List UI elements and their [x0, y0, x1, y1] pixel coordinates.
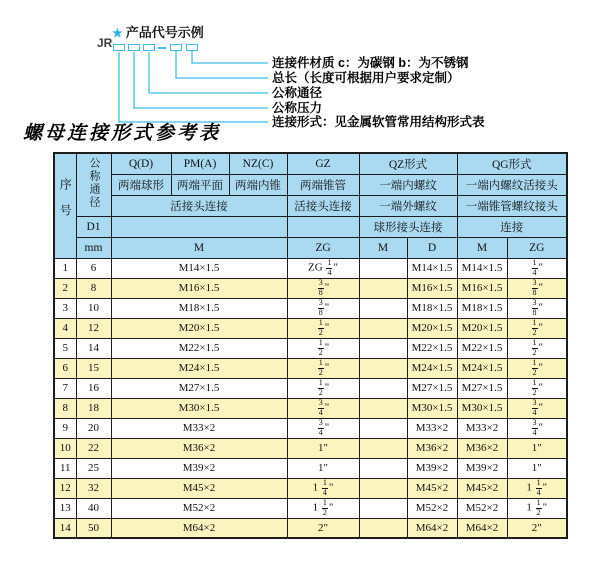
table-title: 螺母连接形式参考表	[23, 123, 222, 144]
header-qg-m: M	[457, 237, 507, 258]
cell-seq: 5	[54, 338, 76, 358]
header-gz-desc: 两端锥管	[287, 174, 359, 195]
cell-qg-m: M45×2	[457, 478, 507, 498]
cell-qg-zg: $\frac{3}{4}$ "	[507, 418, 567, 438]
code-box-3	[143, 44, 155, 51]
cell-dn: 25	[76, 458, 111, 478]
cell-qg-m: M27×1.5	[457, 378, 507, 398]
diagram-title	[112, 22, 204, 41]
cell-qz-d: M45×2	[407, 478, 457, 498]
diagram-label-connection: 连接形式：见金属软管常用结构形式表	[272, 115, 485, 129]
header-gz-conn: 活接头连接	[287, 195, 359, 216]
header-qz-desc2: 一端外螺纹	[359, 195, 457, 216]
cell-qg-m: M33×2	[457, 418, 507, 438]
cell-dn: 14	[76, 338, 111, 358]
header-dn: 公称通径	[76, 153, 111, 216]
cell-qg-m: M30×1.5	[457, 398, 507, 418]
cell-m: M39×2	[111, 458, 287, 478]
cell-dn: 8	[76, 278, 111, 298]
cell-seq: 3	[54, 298, 76, 318]
cell-zg: 1 $\frac{1}{2}$ "	[287, 498, 359, 518]
cell-qg-m: M24×1.5	[457, 358, 507, 378]
cell-qg-m: M36×2	[457, 438, 507, 458]
cell-qz-m	[359, 458, 407, 478]
header-qg-zg: ZG	[507, 237, 567, 258]
cell-m: M52×2	[111, 498, 287, 518]
cell-qz-d: M14×1.5	[407, 258, 457, 278]
cell-qg-zg: $\frac{1}{2}$ "	[507, 378, 567, 398]
table-row	[54, 318, 567, 338]
cell-dn: 22	[76, 438, 111, 458]
cell-seq: 8	[54, 398, 76, 418]
header-col-gz: GZ	[287, 153, 359, 174]
header-qz-desc1: 一端内螺纹	[359, 174, 457, 195]
cell-qz-d: M33×2	[407, 418, 457, 438]
table-row	[54, 298, 567, 318]
cell-qz-m	[359, 258, 407, 278]
diagram-label-material: 连接件材质 c：为碳钢 b：为不锈钢	[272, 56, 469, 70]
cell-qg-zg: $\frac{1}{2}$ "	[507, 318, 567, 338]
cell-m: M22×1.5	[111, 338, 287, 358]
cell-dn: 6	[76, 258, 111, 278]
header-empty-gz	[287, 216, 359, 237]
cell-qz-d: M64×2	[407, 518, 457, 538]
cell-m: M36×2	[111, 438, 287, 458]
cell-qg-zg: $\frac{3}{4}$ "	[507, 398, 567, 418]
cell-zg: 2"	[287, 518, 359, 538]
cell-seq: 12	[54, 478, 76, 498]
table-row	[54, 278, 567, 298]
cell-qg-zg: $\frac{3}{8}$ "	[507, 278, 567, 298]
cell-qz-m	[359, 318, 407, 338]
header-m: M	[111, 237, 287, 258]
diagram-label-length: 总长（长度可根据用户要求定制）	[272, 71, 460, 85]
cell-m: M30×1.5	[111, 398, 287, 418]
table-body	[54, 258, 567, 538]
cell-seq: 1	[54, 258, 76, 278]
cell-seq: 14	[54, 518, 76, 538]
cell-qg-zg: 2"	[507, 518, 567, 538]
table-row	[54, 498, 567, 518]
diagram-title-text: 产品代号示例	[125, 25, 204, 40]
cell-qg-zg: 1"	[507, 438, 567, 458]
cell-qg-m: M20×1.5	[457, 318, 507, 338]
table-row	[54, 438, 567, 458]
header-pm-desc: 两端平面	[171, 174, 229, 195]
star-icon: ★	[112, 26, 123, 40]
cell-qg-zg: $\frac{1}{4}$ "	[507, 258, 567, 278]
cell-qg-m: M52×2	[457, 498, 507, 518]
cell-qg-m: M39×2	[457, 458, 507, 478]
header-col-nz: NZ(C)	[229, 153, 287, 174]
cell-seq: 4	[54, 318, 76, 338]
cell-qz-d: M27×1.5	[407, 378, 457, 398]
header-q-desc: 两端球形	[111, 174, 171, 195]
cell-m: M14×1.5	[111, 258, 287, 278]
table-row	[54, 258, 567, 278]
header-zg: ZG	[287, 237, 359, 258]
header-union-conn: 活接头连接	[111, 195, 287, 216]
cell-zg: ZG $\frac{1}{4}$ "	[287, 258, 359, 278]
cell-seq: 7	[54, 378, 76, 398]
cell-zg: $\frac{3}{8}$ "	[287, 298, 359, 318]
table-row	[54, 458, 567, 478]
table-row	[54, 338, 567, 358]
cell-dn: 40	[76, 498, 111, 518]
cell-qz-m	[359, 438, 407, 458]
cell-zg: $\frac{1}{2}$ "	[287, 338, 359, 358]
table-row	[54, 478, 567, 498]
cell-qz-m	[359, 298, 407, 318]
cell-seq: 11	[54, 458, 76, 478]
header-col-pm: PM(A)	[171, 153, 229, 174]
table-header	[54, 153, 567, 258]
code-box-1	[113, 44, 125, 51]
header-mm: mm	[76, 237, 111, 258]
cell-m: M33×2	[111, 418, 287, 438]
header-col-qz: QZ形式	[359, 153, 457, 174]
cell-dn: 50	[76, 518, 111, 538]
diagram-label-pressure: 公称压力	[272, 101, 323, 115]
cell-dn: 32	[76, 478, 111, 498]
header-qz-d: D	[407, 237, 457, 258]
header-qg-desc1: 一端内螺纹活接头	[457, 174, 567, 195]
code-box-5	[186, 44, 198, 51]
cell-seq: 13	[54, 498, 76, 518]
cell-qz-m	[359, 418, 407, 438]
cell-seq: 10	[54, 438, 76, 458]
header-col-q: Q(D)	[111, 153, 171, 174]
cell-m: M64×2	[111, 518, 287, 538]
cell-qg-m: M64×2	[457, 518, 507, 538]
cell-qz-d: M24×1.5	[407, 358, 457, 378]
cell-qz-d: M39×2	[407, 458, 457, 478]
cell-zg: 1"	[287, 458, 359, 478]
cell-dn: 20	[76, 418, 111, 438]
cell-zg: $\frac{1}{2}$ "	[287, 358, 359, 378]
cell-zg: 1"	[287, 438, 359, 458]
cell-qg-zg: $\frac{3}{8}$ "	[507, 298, 567, 318]
cell-seq: 9	[54, 418, 76, 438]
cell-qz-m	[359, 378, 407, 398]
cell-qg-zg: 1 $\frac{1}{4}$ "	[507, 478, 567, 498]
cell-qz-m	[359, 518, 407, 538]
cell-m: M24×1.5	[111, 358, 287, 378]
header-empty-union	[111, 216, 287, 237]
cell-qz-m	[359, 478, 407, 498]
header-seq: 序号	[54, 153, 76, 258]
cell-qz-d: M20×1.5	[407, 318, 457, 338]
cell-qg-m: M14×1.5	[457, 258, 507, 278]
cell-qg-zg: 1"	[507, 458, 567, 478]
cell-qz-m	[359, 338, 407, 358]
cell-zg: $\frac{3}{4}$ "	[287, 398, 359, 418]
cell-m: M20×1.5	[111, 318, 287, 338]
cell-qz-d: M22×1.5	[407, 338, 457, 358]
cell-qz-d: M52×2	[407, 498, 457, 518]
cell-qg-m: M16×1.5	[457, 278, 507, 298]
cell-dn: 18	[76, 398, 111, 418]
cell-zg: 1 $\frac{1}{4}$ "	[287, 478, 359, 498]
header-nz-desc: 两端内锥	[229, 174, 287, 195]
header-d1: D1	[76, 216, 111, 237]
cell-qg-m: M18×1.5	[457, 298, 507, 318]
cell-zg: $\frac{1}{2}$ "	[287, 378, 359, 398]
cell-m: M16×1.5	[111, 278, 287, 298]
cell-qg-zg: 1 $\frac{1}{2}$ "	[507, 498, 567, 518]
cell-qz-d: M36×2	[407, 438, 457, 458]
cell-zg: $\frac{3}{8}$ "	[287, 278, 359, 298]
table-row	[54, 518, 567, 538]
header-qg-desc2: 一端锥管螺纹接头	[457, 195, 567, 216]
cell-qz-m	[359, 398, 407, 418]
cell-qz-d: M16×1.5	[407, 278, 457, 298]
table-row	[54, 358, 567, 378]
code-box-2	[128, 44, 140, 51]
cell-qg-zg: $\frac{1}{2}$ "	[507, 358, 567, 378]
cell-qz-m	[359, 358, 407, 378]
cell-qz-d: M30×1.5	[407, 398, 457, 418]
cell-qz-m	[359, 498, 407, 518]
cell-qz-d: M18×1.5	[407, 298, 457, 318]
diagram-label-diameter: 公称通径	[272, 86, 323, 100]
header-qz-m: M	[359, 237, 407, 258]
code-dash	[158, 47, 166, 49]
cell-zg: $\frac{1}{2}$ "	[287, 318, 359, 338]
header-col-qg: QG形式	[457, 153, 567, 174]
cell-m: M27×1.5	[111, 378, 287, 398]
cell-dn: 16	[76, 378, 111, 398]
cell-qz-m	[359, 278, 407, 298]
cell-zg: $\frac{3}{4}$ "	[287, 418, 359, 438]
cell-dn: 12	[76, 318, 111, 338]
cell-seq: 2	[54, 278, 76, 298]
cell-qg-m: M22×1.5	[457, 338, 507, 358]
table-row	[54, 398, 567, 418]
table-row	[54, 418, 567, 438]
cell-qg-zg: $\frac{1}{2}$ "	[507, 338, 567, 358]
cell-m: M45×2	[111, 478, 287, 498]
cell-m: M18×1.5	[111, 298, 287, 318]
code-box-4	[170, 44, 182, 51]
header-qg-conn: 连接	[457, 216, 567, 237]
cell-dn: 10	[76, 298, 111, 318]
cell-seq: 6	[54, 358, 76, 378]
product-code-prefix: JR	[97, 36, 113, 50]
header-qz-conn: 球形接头连接	[359, 216, 457, 237]
table-row	[54, 378, 567, 398]
nut-connection-reference-table	[53, 152, 568, 539]
cell-dn: 15	[76, 358, 111, 378]
